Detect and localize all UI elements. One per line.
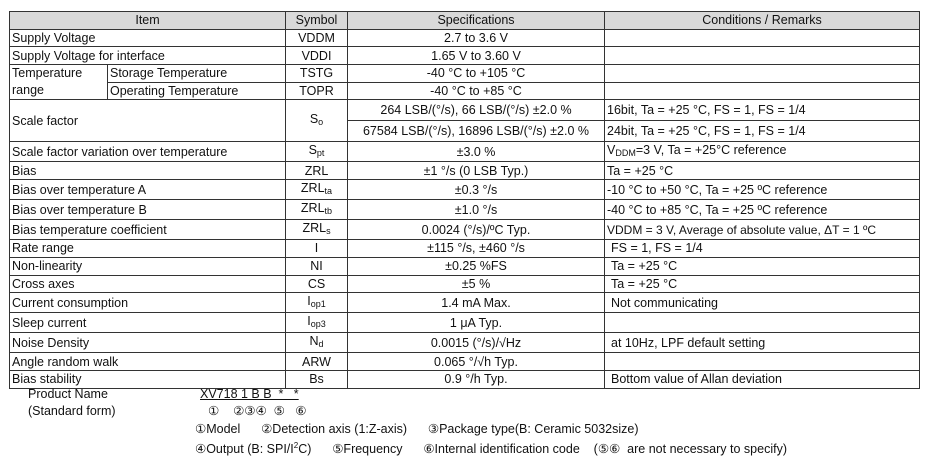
- row-item: Bias stability: [10, 370, 286, 388]
- row-spec: 2.7 to 3.6 V: [348, 29, 605, 47]
- row-cond: 24bit, Ta = +25 °C, FS = 1, FS = 1/4: [605, 121, 920, 142]
- row-spec: 264 LSB/(°/s), 66 LSB/(°/s) ±2.0 %: [348, 100, 605, 121]
- table-row: [10, 180, 920, 200]
- row-item: Bias over temperature B: [10, 200, 286, 220]
- header-conditions: Conditions / Remarks: [605, 12, 920, 30]
- table-row: [10, 162, 920, 180]
- row-item: Bias over temperature A: [10, 180, 286, 200]
- row-symbol: I: [286, 240, 348, 258]
- row-spec: 1 μA Typ.: [348, 313, 605, 333]
- row-item: Cross axes: [10, 275, 286, 293]
- row-spec: ±5 %: [348, 275, 605, 293]
- row-cond: Not communicating: [605, 293, 920, 313]
- row-item: Noise Density: [10, 333, 286, 353]
- row-symbol: $S_{pt}$: [286, 142, 348, 162]
- table-row: [10, 313, 920, 333]
- standard-form-label: (Standard form): [28, 404, 116, 418]
- row-spec: ±1 °/s (0 LSB Typ.): [348, 162, 605, 180]
- table-row: [10, 82, 920, 100]
- header-item: Item: [10, 12, 286, 30]
- row-symbol: NI: [286, 257, 348, 275]
- row-cond: FS = 1, FS = 1/4: [605, 240, 920, 258]
- row-spec: 0.9 °/h Typ.: [348, 370, 605, 388]
- table-row: [10, 257, 920, 275]
- legend-line-2: ④Output (B: SPI/$I^2C$) ⑤Frequency ⑥Internal identification code (⑤⑥ are not necessary to specify): [195, 441, 787, 457]
- row-symbol: $I_{op3}$: [286, 313, 348, 333]
- row-cond: [605, 313, 920, 333]
- row-symbol: ARW: [286, 353, 348, 371]
- row-symbol: $ZRL_{ta}$: [286, 180, 348, 200]
- row-spec: ±115 °/s, ±460 °/s: [348, 240, 605, 258]
- row-spec: 0.0015 (°/s)/√Hz: [348, 333, 605, 353]
- row-item: Operating Temperature: [108, 82, 286, 100]
- row-item: Supply Voltage: [10, 29, 286, 47]
- group-label-2: range: [12, 83, 44, 98]
- row-spec: ±0.3 °/s: [348, 180, 605, 200]
- table-row: [10, 142, 920, 162]
- row-item: Non-linearity: [10, 257, 286, 275]
- row-symbol: $ZRL_s$: [286, 220, 348, 240]
- row-item: Bias: [10, 162, 286, 180]
- row-symbol: $ZRL_{tb}$: [286, 200, 348, 220]
- row-spec: 0.065 °/√h Typ.: [348, 353, 605, 371]
- row-cond: Ta = +25 °C: [605, 275, 920, 293]
- header-symbol: Symbol: [286, 12, 348, 30]
- row-cond: [605, 353, 920, 371]
- table-row: [10, 200, 920, 220]
- row-item: Angle random walk: [10, 353, 286, 371]
- table-row: [10, 100, 920, 121]
- row-cond: 16bit, Ta = +25 °C, FS = 1, FS = 1/4: [605, 100, 920, 121]
- table-row: [10, 370, 920, 388]
- table-row: [10, 29, 920, 47]
- row-symbol: VDDI: [286, 47, 348, 65]
- row-cond: $V_{DDM}=3$ V, Ta = +25°C reference: [605, 142, 920, 162]
- row-cond: Ta = +25 °C: [605, 257, 920, 275]
- table-row: [10, 293, 920, 313]
- header-specifications: Specifications: [348, 12, 605, 30]
- row-cond: at 10Hz, LPF default setting: [605, 333, 920, 353]
- table-row: [10, 65, 920, 83]
- row-item: Scale factor: [10, 100, 286, 142]
- row-spec: 1.4 mA Max.: [348, 293, 605, 313]
- row-cond: Ta = +25 °C: [605, 162, 920, 180]
- row-item: Sleep current: [10, 313, 286, 333]
- table-row: [10, 240, 920, 258]
- row-cond: [605, 47, 920, 65]
- table-row: [10, 47, 920, 65]
- row-cond: Bottom value of Allan deviation: [605, 370, 920, 388]
- row-symbol: $S_o$: [286, 100, 348, 142]
- row-spec: 1.65 V to 3.60 V: [348, 47, 605, 65]
- row-symbol: VDDM: [286, 29, 348, 47]
- spec-table: [9, 11, 920, 389]
- row-symbol: ZRL: [286, 162, 348, 180]
- row-item: Current consumption: [10, 293, 286, 313]
- row-symbol: Bs: [286, 370, 348, 388]
- row-spec: 0.0024 (°/s)/ºC Typ.: [348, 220, 605, 240]
- row-spec: ±3.0 %: [348, 142, 605, 162]
- row-item: Rate range: [10, 240, 286, 258]
- row-cond: -10 °C to +50 °C, Ta = +25 ºC reference: [605, 180, 920, 200]
- table-header-row: [10, 12, 920, 30]
- table-row: [10, 353, 920, 371]
- row-spec: ±1.0 °/s: [348, 200, 605, 220]
- table-row: [10, 333, 920, 353]
- part-number: XV718 1 B B * *: [200, 387, 299, 401]
- row-symbol: TSTG: [286, 65, 348, 83]
- row-symbol: $I_{op1}$: [286, 293, 348, 313]
- row-cond: [605, 82, 920, 100]
- row-item: Scale factor variation over temperature: [10, 142, 286, 162]
- row-symbol: $N_d$: [286, 333, 348, 353]
- row-spec: -40 °C to +85 °C: [348, 82, 605, 100]
- row-symbol: TOPR: [286, 82, 348, 100]
- table-row: [10, 275, 920, 293]
- row-item: Supply Voltage for interface: [10, 47, 286, 65]
- row-cond: [605, 29, 920, 47]
- row-cond: VDDM = 3 V, Average of absolute value, ΔT = 1 ºC: [605, 220, 920, 240]
- row-cond: [605, 65, 920, 83]
- temperature-range-group: [10, 65, 108, 100]
- row-item: Storage Temperature: [108, 65, 286, 83]
- row-spec: ±0.25 %FS: [348, 257, 605, 275]
- legend-line-1: ①Model ②Detection axis (1:Z-axis) ③Package type(B: Ceramic 5032size): [195, 422, 639, 436]
- product-name-label: Product Name: [28, 387, 108, 401]
- table-row: [10, 220, 920, 240]
- group-label-1: Temperature: [12, 66, 83, 81]
- row-symbol: CS: [286, 275, 348, 293]
- row-spec: 67584 LSB/(°/s), 16896 LSB/(°/s) ±2.0 %: [348, 121, 605, 142]
- row-item: Bias temperature coefficient: [10, 220, 286, 240]
- part-number-index: ① ②③④ ⑤ ⑥: [208, 404, 307, 418]
- row-cond: -40 °C to +85 °C, Ta = +25 ºC reference: [605, 200, 920, 220]
- row-spec: -40 °C to +105 °C: [348, 65, 605, 83]
